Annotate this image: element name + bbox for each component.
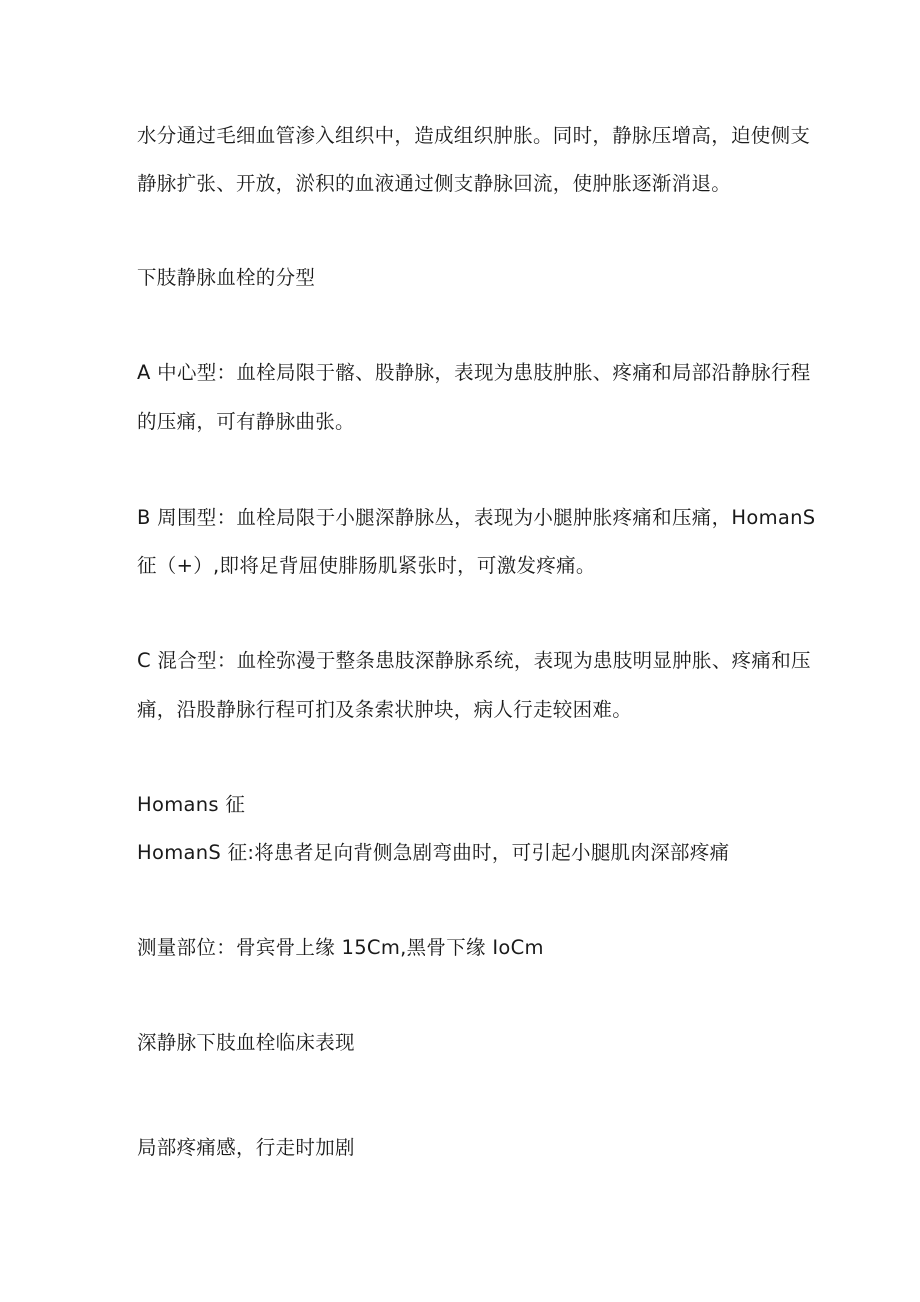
text-line: 征（+）,即将足背屈使腓肠肌紧张时，可激发疼痛。 (137, 554, 596, 577)
text-line: C 混合型：血栓弥漫于整条患肢深静脉系统，表现为患肢明显肿胀、疼痛和压 (137, 649, 811, 672)
text-line: 的压痛，可有静脉曲张。 (137, 410, 355, 433)
text-line: 深静脉下肢血栓临床表现 (137, 1031, 355, 1054)
text-line: B 周围型：血栓局限于小腿深静脉丛，表现为小腿肿胀疼痛和压痛，HomanS (137, 506, 816, 529)
text-line: 测量部位：骨宾骨上缘 15Cm,黑骨下缘 IoCm (137, 936, 544, 959)
text-line: HomanS 征:将患者足向背侧急剧弯曲时，可引起小腿肌肉深部疼痛 (137, 841, 730, 864)
text-line: A 中心型：血栓局限于髂、股静脉，表现为患肢肿胀、疼痛和局部沿静脉行程 (137, 361, 811, 384)
text-line: 静脉扩张、开放，淤积的血液通过侧支静脉回流，使肿胀逐渐消退。 (137, 172, 732, 195)
text-line: 痛，沿股静脉行程可扪及条索状肿块，病人行走较困难。 (137, 698, 633, 721)
text-line: 下肢静脉血栓的分型 (137, 266, 316, 289)
text-line: 水分通过毛细血管渗入组织中，造成组织肿胀。同时，静脉压增高，迫使侧支 (137, 124, 811, 147)
text-line: 局部疼痛感，行走时加剧 (137, 1136, 355, 1159)
text-line: Homans 征 (137, 793, 246, 816)
